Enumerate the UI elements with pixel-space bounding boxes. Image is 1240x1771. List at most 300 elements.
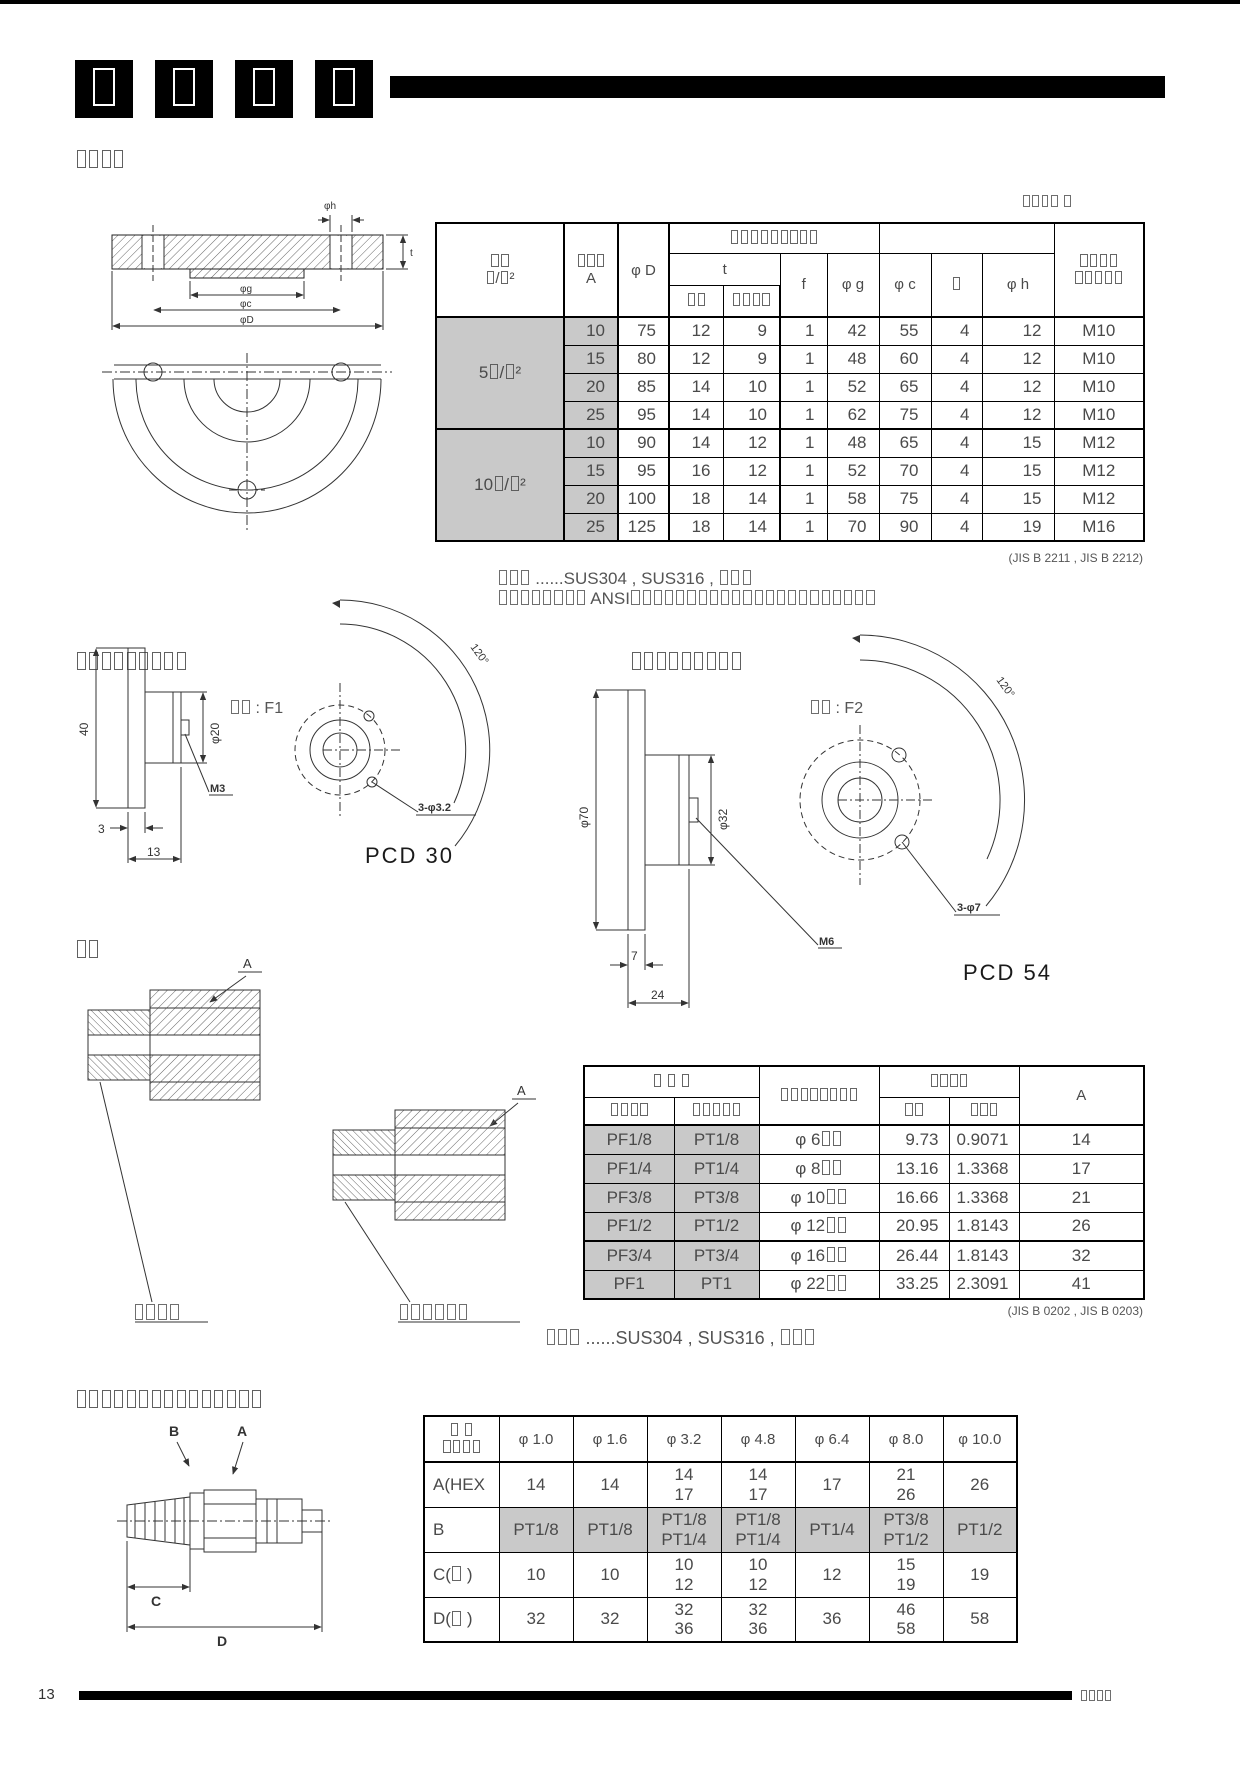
group-header-pitch xyxy=(879,1066,1019,1097)
small-flange-front-view-f1 xyxy=(318,585,518,885)
table-cell: 1 xyxy=(780,429,827,457)
table-cell: 14 xyxy=(723,513,780,541)
table-cell: PT1/4 xyxy=(674,1154,759,1183)
tofu-glyph xyxy=(688,293,695,307)
model-f1-label: : F1 xyxy=(230,700,283,718)
col-header-tube-dia: φ 1.6 xyxy=(573,1416,647,1462)
tofu-glyph xyxy=(1110,254,1117,268)
section4-title xyxy=(75,1390,263,1412)
table-cell: M10 xyxy=(1054,345,1144,373)
table-cell: 58 xyxy=(827,485,879,513)
col-header-tube-dia: φ 4.8 xyxy=(721,1416,795,1462)
table-cell: 4 xyxy=(931,345,982,373)
flange-drawing xyxy=(90,195,435,570)
dim-label: 40 xyxy=(77,722,91,736)
tofu-glyph xyxy=(135,1304,144,1320)
table-cell: 14 xyxy=(1019,1125,1144,1154)
tofu-glyph xyxy=(597,254,604,268)
tofu-glyph xyxy=(1105,1690,1111,1701)
tofu-glyph xyxy=(838,1247,846,1262)
table-cell: M12 xyxy=(1054,457,1144,485)
table-cell: 10 12 xyxy=(647,1552,721,1597)
thread-label: M3 xyxy=(210,783,226,795)
tofu-glyph xyxy=(499,570,507,585)
tofu-glyph xyxy=(578,254,585,268)
table-cell: 1 xyxy=(780,317,827,345)
tofu-glyph xyxy=(558,1329,567,1345)
header-rule-bar xyxy=(390,76,1165,98)
table-cell: 10 xyxy=(564,429,618,457)
table-cell: PF1/4 xyxy=(584,1154,674,1183)
header-line xyxy=(425,1439,499,1456)
tofu-glyph xyxy=(333,68,355,106)
table-cell: 32 xyxy=(499,1597,573,1642)
dim-label-b: B xyxy=(169,1423,180,1439)
table-cell: 48 xyxy=(827,345,879,373)
flange-dimension-table xyxy=(435,222,1145,542)
table-cell: 52 xyxy=(827,457,879,485)
tofu-glyph xyxy=(905,1103,912,1117)
col-header-tube-dia: φ 10.0 xyxy=(943,1416,1017,1462)
table-cell: 18 xyxy=(669,513,723,541)
tofu-glyph xyxy=(733,1103,740,1117)
table-cell: 65 xyxy=(879,373,931,401)
table-cell: 25 xyxy=(564,513,618,541)
tofu-glyph xyxy=(1075,271,1082,285)
tofu-glyph xyxy=(501,254,508,268)
group-header-thread xyxy=(584,1066,759,1097)
tofu-glyph xyxy=(827,1189,835,1204)
tofu-glyph xyxy=(621,1103,628,1117)
header-line xyxy=(1055,253,1144,270)
tofu-glyph xyxy=(827,1275,835,1290)
tofu-glyph xyxy=(435,1304,444,1320)
table-cell: 46 58 xyxy=(869,1597,943,1642)
tofu-glyph xyxy=(682,1074,689,1088)
tofu-glyph xyxy=(127,1390,136,1407)
logo-glyph xyxy=(173,68,195,110)
tofu-glyph xyxy=(793,1329,802,1345)
tofu-glyph xyxy=(788,590,796,605)
tofu-glyph xyxy=(743,570,751,585)
table-cell: 85 xyxy=(618,373,669,401)
dim-label-a: A xyxy=(243,956,252,971)
tofu-glyph xyxy=(698,293,705,307)
table-cell: PT3/8 xyxy=(674,1183,759,1212)
tofu-glyph xyxy=(931,1074,938,1088)
tofu-glyph xyxy=(139,1390,148,1407)
table-cell: PT1/8 xyxy=(499,1507,573,1552)
header-line xyxy=(565,253,617,270)
col-header-tube xyxy=(759,1066,879,1125)
connector-drawing xyxy=(105,1420,355,1665)
dim-label: φ32 xyxy=(716,808,730,830)
tofu-glyph xyxy=(511,476,519,491)
table-cell: 12 xyxy=(723,457,780,485)
tofu-glyph xyxy=(411,1304,420,1320)
logo-glyph-box xyxy=(155,60,213,118)
table-cell: 1.8143 xyxy=(949,1241,1019,1270)
tofu-glyph xyxy=(1100,254,1107,268)
tofu-glyph xyxy=(827,1217,835,1232)
tofu-glyph xyxy=(543,590,551,605)
tofu-glyph xyxy=(1081,1690,1087,1701)
tofu-glyph xyxy=(532,590,540,605)
dim-label: φg xyxy=(240,284,253,295)
table-cell: 21 xyxy=(1019,1183,1144,1212)
small-flange-side-view-f1 xyxy=(70,630,260,920)
tofu-glyph xyxy=(463,1440,470,1454)
small-flange-front-view-f2 xyxy=(800,585,1030,1005)
tofu-glyph xyxy=(777,590,785,605)
tofu-glyph xyxy=(1105,271,1112,285)
table-cell: 42 xyxy=(827,317,879,345)
table-cell: 60 xyxy=(879,345,931,373)
tofu-glyph xyxy=(587,254,594,268)
tofu-glyph xyxy=(89,150,98,167)
row-label: C( ) xyxy=(424,1552,499,1597)
tofu-glyph xyxy=(170,1304,179,1320)
tofu-glyph xyxy=(687,590,695,605)
tofu-glyph xyxy=(89,1390,98,1407)
table-cell: 9.73 xyxy=(879,1125,949,1154)
tofu-glyph xyxy=(487,271,494,285)
table-cell: 4 xyxy=(931,317,982,345)
thread-dimension-table xyxy=(583,1065,1145,1300)
table-cell: 62 xyxy=(827,401,879,429)
table-cell: 32 36 xyxy=(647,1597,721,1642)
table-cell: 26 xyxy=(943,1462,1017,1507)
tofu-glyph xyxy=(400,1304,409,1320)
table-cell: 10 xyxy=(499,1552,573,1597)
tofu-glyph xyxy=(731,230,738,244)
table-cell: 10 12 xyxy=(721,1552,795,1597)
tofu-glyph xyxy=(781,1329,790,1345)
material-note-2: ......SUS304 , SUS316 , xyxy=(545,1328,815,1349)
tofu-glyph xyxy=(1115,271,1122,285)
tofu-glyph xyxy=(173,68,195,106)
logo-glyph xyxy=(253,68,275,110)
tofu-glyph xyxy=(810,230,817,244)
tofu-glyph xyxy=(1042,195,1049,208)
table-cell: 58 xyxy=(943,1597,1017,1642)
table-cell: 4 xyxy=(931,457,982,485)
tofu-glyph xyxy=(521,570,529,585)
table-cell: 14 17 xyxy=(721,1462,795,1507)
holes-label: 3-φ3.2 xyxy=(418,802,451,814)
dim-label: 24 xyxy=(651,988,665,1002)
dim-label-a: A xyxy=(517,1083,526,1098)
table-cell: PF3/4 xyxy=(584,1241,674,1270)
dim-label: t xyxy=(410,248,413,259)
tofu-glyph xyxy=(781,1088,788,1102)
table-cell: 125 xyxy=(618,513,669,541)
tofu-glyph xyxy=(810,1088,817,1102)
tofu-glyph xyxy=(703,1103,710,1117)
dim-label: φD xyxy=(240,315,254,326)
table-cell: 25 xyxy=(564,401,618,429)
header-line: / ² xyxy=(437,270,563,287)
col-header-count xyxy=(931,253,982,317)
tofu-glyph xyxy=(1085,271,1092,285)
tofu-glyph xyxy=(102,1390,111,1407)
tofu-glyph xyxy=(960,1074,967,1088)
tofu-glyph xyxy=(451,1423,458,1437)
table-cell: PT3/8 PT1/2 xyxy=(869,1507,943,1552)
col-header-h: φ h xyxy=(982,253,1054,317)
table-cell: 32 xyxy=(573,1597,647,1642)
table-cell: 80 xyxy=(618,345,669,373)
dim-label-d: D xyxy=(217,1633,228,1649)
table-cell: 19 xyxy=(943,1552,1017,1597)
table-cell: 13.16 xyxy=(879,1154,949,1183)
table-cell: φ 10 xyxy=(759,1183,879,1212)
table-cell: 1 xyxy=(780,485,827,513)
tofu-glyph xyxy=(713,1103,720,1117)
tofu-glyph xyxy=(766,590,774,605)
table-cell: 17 xyxy=(795,1462,869,1507)
tofu-glyph xyxy=(459,1304,468,1320)
tofu-glyph xyxy=(654,1074,661,1088)
table-cell: 14 xyxy=(669,401,723,429)
tofu-glyph xyxy=(214,1390,223,1407)
tofu-glyph xyxy=(253,68,275,106)
table-cell: 1.3368 xyxy=(949,1183,1019,1212)
logo-glyph-box xyxy=(315,60,373,118)
tofu-glyph xyxy=(940,1074,947,1088)
tofu-glyph xyxy=(114,150,123,167)
thread-label: M6 xyxy=(819,936,835,948)
table-cell: PF1/8 xyxy=(584,1125,674,1154)
col-header-tube-dia: φ 3.2 xyxy=(647,1416,721,1462)
tofu-glyph xyxy=(423,1304,432,1320)
table-cell: 32 36 xyxy=(721,1597,795,1642)
table-cell: 15 19 xyxy=(869,1552,943,1597)
tofu-glyph xyxy=(723,1103,730,1117)
table-cell: 52 xyxy=(827,373,879,401)
table-cell: 1 xyxy=(780,345,827,373)
tofu-glyph xyxy=(146,1304,155,1320)
header-line xyxy=(1055,270,1144,287)
table-cell: 100 xyxy=(618,485,669,513)
tofu-glyph xyxy=(950,1074,957,1088)
col-header-tube-dia: φ 8.0 xyxy=(869,1416,943,1462)
tofu-glyph xyxy=(239,1390,248,1407)
table-cell: 15 xyxy=(564,345,618,373)
table-cell: M16 xyxy=(1054,513,1144,541)
tofu-glyph xyxy=(676,590,684,605)
tofu-glyph xyxy=(833,1160,841,1175)
table-cell: M10 xyxy=(1054,401,1144,429)
table-cell: 12 xyxy=(669,345,723,373)
tofu-glyph xyxy=(1090,254,1097,268)
row-label: D( ) xyxy=(424,1597,499,1642)
table-cell: φ 16 xyxy=(759,1241,879,1270)
table-cell: PF1 xyxy=(584,1270,674,1299)
tofu-glyph xyxy=(822,1160,830,1175)
table-cell: 1 xyxy=(780,373,827,401)
tofu-glyph xyxy=(733,293,740,307)
tofu-glyph xyxy=(790,230,797,244)
jis-note-1: (JIS B 2211 , JIS B 2212) xyxy=(1008,551,1143,565)
table-cell: PT1/8 PT1/4 xyxy=(647,1507,721,1552)
table-cell: 14 xyxy=(499,1462,573,1507)
table-cell: 36 xyxy=(795,1597,869,1642)
tofu-glyph xyxy=(252,1390,261,1407)
table-cell: 95 xyxy=(618,457,669,485)
tofu-glyph xyxy=(805,1329,814,1345)
tofu-glyph xyxy=(953,277,960,291)
tofu-glyph xyxy=(761,230,768,244)
dim-label: φ20 xyxy=(208,722,222,744)
table-cell: φ 8 xyxy=(759,1154,879,1183)
tofu-glyph xyxy=(838,1275,846,1290)
tofu-glyph xyxy=(152,1390,161,1407)
tofu-glyph xyxy=(452,1566,460,1581)
col-header-pt xyxy=(674,1097,759,1125)
tofu-glyph xyxy=(699,590,707,605)
table-cell: 14 xyxy=(723,485,780,513)
table-cell: 12 xyxy=(982,345,1054,373)
tofu-glyph xyxy=(189,1390,198,1407)
tofu-glyph xyxy=(791,1088,798,1102)
table-cell: PT1/8 PT1/4 xyxy=(721,1507,795,1552)
table-cell: M12 xyxy=(1054,485,1144,513)
dim-label-c: C xyxy=(151,1593,162,1609)
col-header-tube-dia: φ 6.4 xyxy=(795,1416,869,1462)
table-cell: 20 xyxy=(564,373,618,401)
tofu-glyph xyxy=(577,590,585,605)
table-cell: 12 xyxy=(982,401,1054,429)
tofu-glyph xyxy=(720,570,728,585)
tofu-glyph xyxy=(570,1329,579,1345)
group-header-2 xyxy=(879,223,1054,253)
dim-label: 3 xyxy=(98,822,105,836)
table-cell: 4 xyxy=(931,401,982,429)
table-cell: 16.66 xyxy=(879,1183,949,1212)
tofu-glyph xyxy=(465,1423,472,1437)
table-cell: 10 xyxy=(723,373,780,401)
col-header-bore xyxy=(564,223,618,317)
row-label: B xyxy=(424,1507,499,1552)
angle-label: 120° xyxy=(467,641,491,668)
tofu-glyph xyxy=(490,364,498,379)
table-cell: 4 xyxy=(931,429,982,457)
table-cell: PT1/2 xyxy=(674,1212,759,1241)
table-cell: PT1/2 xyxy=(943,1507,1017,1552)
table-cell: 1 xyxy=(780,513,827,541)
tofu-glyph xyxy=(665,590,673,605)
tofu-glyph xyxy=(693,1103,700,1117)
tofu-glyph xyxy=(1023,195,1030,208)
table-cell: 12 xyxy=(669,317,723,345)
table-cell: 14 17 xyxy=(647,1462,721,1507)
dim-label-a: A xyxy=(237,1423,248,1439)
tofu-glyph xyxy=(177,1390,186,1407)
tofu-glyph xyxy=(741,230,748,244)
pcd30-label: PCD 30 xyxy=(365,843,455,868)
dim-label: 13 xyxy=(147,845,161,859)
tofu-glyph xyxy=(501,271,508,285)
tofu-glyph xyxy=(781,230,788,244)
tofu-glyph xyxy=(732,590,740,605)
footer-rule-bar xyxy=(79,1691,1072,1700)
table-cell: 4 xyxy=(931,373,982,401)
tofu-glyph xyxy=(801,1088,808,1102)
pressure-cell: 5 / ² xyxy=(436,317,564,429)
table-cell: 14 xyxy=(573,1462,647,1507)
tofu-glyph xyxy=(838,1189,846,1204)
tofu-glyph xyxy=(838,1217,846,1232)
col-header-f: f xyxy=(780,253,827,317)
table-cell: 41 xyxy=(1019,1270,1144,1299)
table-cell: 20 xyxy=(564,485,618,513)
table-cell: 15 xyxy=(564,457,618,485)
table-cell: M10 xyxy=(1054,373,1144,401)
table-cell: 15 xyxy=(982,429,1054,457)
table-cell: 0.9071 xyxy=(949,1125,1019,1154)
page-top-rule xyxy=(0,0,1240,4)
logo-glyph-box xyxy=(75,60,133,118)
tofu-glyph xyxy=(506,364,514,379)
holes-label: 3-φ7 xyxy=(957,902,981,914)
tofu-glyph xyxy=(668,1074,675,1088)
dim-label: 7 xyxy=(631,949,638,963)
table-cell: 65 xyxy=(879,429,931,457)
tofu-glyph xyxy=(227,1390,236,1407)
col-header-g: φ g xyxy=(827,253,879,317)
table-cell: 26.44 xyxy=(879,1241,949,1270)
tofu-glyph xyxy=(491,254,498,268)
table-cell: 4 xyxy=(931,513,982,541)
tofu-glyph xyxy=(833,1131,841,1146)
table-cell: 12 xyxy=(795,1552,869,1597)
col-header-a: A xyxy=(1019,1066,1144,1125)
tofu-glyph xyxy=(1080,254,1087,268)
tofu-glyph xyxy=(631,590,639,605)
pcd54-label: PCD 54 xyxy=(963,960,1053,985)
tofu-glyph xyxy=(1032,195,1039,208)
tofu-glyph xyxy=(547,1329,556,1345)
section1-title xyxy=(75,150,125,172)
tofu-glyph xyxy=(164,1390,173,1407)
table-cell: 10 xyxy=(564,317,618,345)
table-cell: 20.95 xyxy=(879,1212,949,1241)
col-header-dia: φ D xyxy=(618,223,669,317)
tofu-glyph xyxy=(850,1088,857,1102)
table-cell: 70 xyxy=(879,457,931,485)
col-header-pitchcol xyxy=(949,1097,1019,1125)
tofu-glyph xyxy=(473,1440,480,1454)
row-label: A(HEX xyxy=(424,1462,499,1507)
table-cell: 17 xyxy=(1019,1154,1144,1183)
jis-note-2: (JIS B 0202 , JIS B 0203) xyxy=(1007,1304,1143,1318)
angle-label: 120° xyxy=(993,674,1017,701)
table-cell: 75 xyxy=(618,317,669,345)
tofu-glyph xyxy=(611,1103,618,1117)
tofu-glyph xyxy=(840,1088,847,1102)
tofu-glyph xyxy=(93,68,115,106)
tofu-glyph xyxy=(753,293,760,307)
table-cell: PT1 xyxy=(674,1270,759,1299)
fitting-caption-left xyxy=(133,1303,180,1324)
col-header-t-sub2 xyxy=(723,285,780,317)
table-cell: 70 xyxy=(827,513,879,541)
table-cell: 15 xyxy=(982,485,1054,513)
table-cell: PT1/8 xyxy=(573,1507,647,1552)
table-cell: 48 xyxy=(827,429,879,457)
unit-note xyxy=(1022,193,1072,209)
